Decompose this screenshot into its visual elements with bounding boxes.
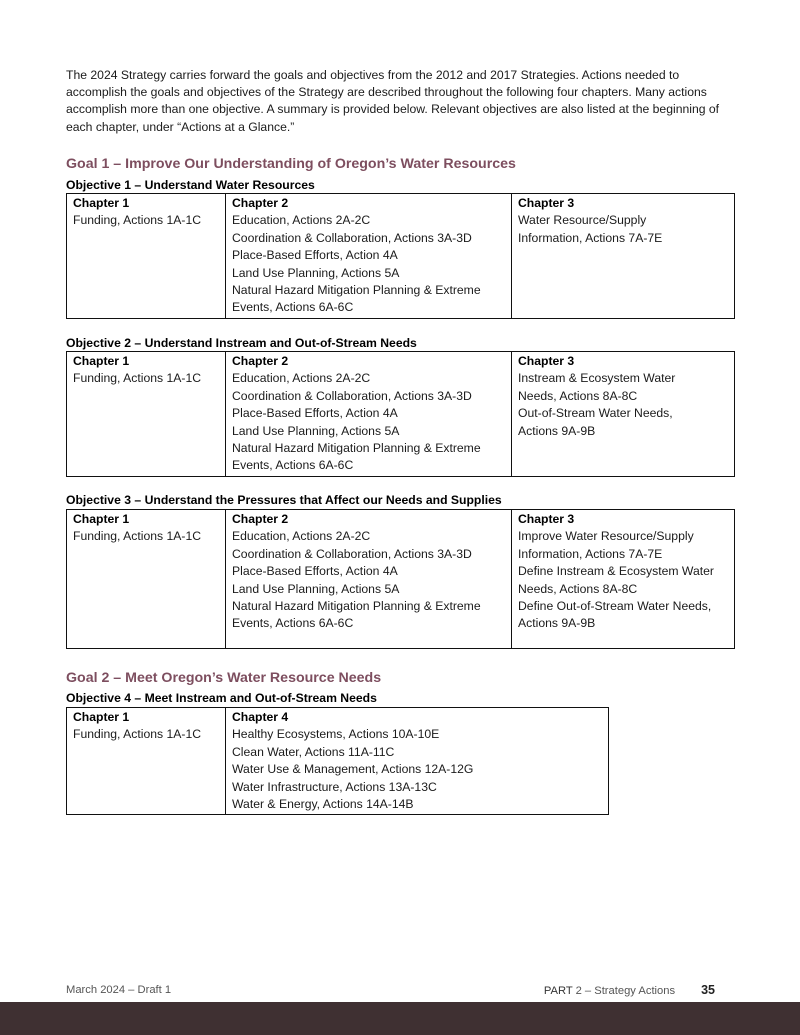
chapter-cell [67, 510, 226, 649]
action-line: Out-of-Stream Water Needs, [518, 406, 673, 421]
action-line: Events, Actions 6A-6C [232, 458, 354, 473]
objective-1-table [66, 193, 735, 319]
action-line: Clean Water, Actions 11A-11C [232, 744, 395, 759]
intro-paragraph: The 2024 Strategy carries forward the goals and objectives from the 2012 and 2017 Strategies. Actions needed to accomplish the goals and objectives of the Strategy are described throughout the following four chapters. Many actions accomplish more than one objective. A summary is provided below. Relevant objectives are also listed at the beginning of each chapter, under “Actions at a Glance.” [66, 68, 720, 134]
objective-4-title: Objective 4 – Meet Instream and Out-of-Stream Needs [66, 691, 377, 705]
action-line: Land Use Planning, Actions 5A [232, 265, 400, 280]
chapter-cell [67, 352, 226, 477]
chapter-heading: Chapter 1 [73, 196, 130, 210]
chapter-heading: Chapter 1 [73, 354, 130, 368]
action-line: Coordination & Collaboration, Actions 3A-3D [232, 230, 472, 245]
chapter-heading: Chapter 3 [518, 196, 575, 210]
action-line: Actions 9A-9B [518, 616, 596, 631]
action-line: Define Instream & Ecosystem Water [518, 564, 714, 579]
action-line: Education, Actions 2A-2C [232, 213, 371, 228]
footer-part-label: PART [543, 985, 573, 997]
action-line: Land Use Planning, Actions 5A [232, 423, 400, 438]
action-line: Needs, Actions 8A-8C [518, 581, 638, 596]
action-line: Water Use & Management, Actions 12A-12G [232, 762, 474, 777]
footer-part [544, 983, 715, 998]
action-line: Funding, Actions 1A-1C [73, 529, 202, 544]
objective-2-title: Objective 2 – Understand Instream and Out-of-Stream Needs [66, 336, 417, 350]
action-line: Place-Based Efforts, Action 4A [232, 248, 398, 263]
action-line: Water Resource/Supply [518, 213, 647, 228]
chapter-heading: Chapter 1 [73, 512, 130, 526]
footer-date: March 2024 – Draft 1 [66, 984, 172, 996]
action-line: Natural Hazard Mitigation Planning & Extreme [232, 283, 481, 298]
action-line: Funding, Actions 1A-1C [73, 371, 202, 386]
action-line: Instream & Ecosystem Water [518, 371, 676, 386]
action-line: Improve Water Resource/Supply [518, 529, 694, 544]
chapter-heading: Chapter 2 [232, 196, 289, 210]
objective-2-table [66, 351, 735, 477]
action-line: Natural Hazard Mitigation Planning & Extreme [232, 599, 481, 614]
action-line: Place-Based Efforts, Action 4A [232, 406, 398, 421]
chapter-heading: Chapter 4 [232, 710, 289, 724]
action-line: Natural Hazard Mitigation Planning & Extreme [232, 441, 481, 456]
objective-3-table [66, 509, 735, 649]
action-line: Water Infrastructure, Actions 13A-13C [232, 779, 437, 794]
action-line: Coordination & Collaboration, Actions 3A-3D [232, 388, 472, 403]
chapter-cell [226, 510, 512, 649]
objective-1-title: Objective 1 – Understand Water Resources [66, 178, 315, 192]
action-line: Healthy Ecosystems, Actions 10A-10E [232, 727, 440, 742]
chapter-cell [512, 352, 735, 477]
chapter-cell [226, 708, 609, 815]
table-row [67, 708, 609, 815]
chapter-cell [226, 194, 512, 319]
goal-1-heading: Goal 1 – Improve Our Understanding of Oregon’s Water Resources [66, 156, 516, 172]
action-line: Events, Actions 6A-6C [232, 300, 354, 315]
chapter-heading: Chapter 2 [232, 354, 289, 368]
action-line: Land Use Planning, Actions 5A [232, 581, 400, 596]
table-row [67, 352, 735, 477]
action-line: Coordination & Collaboration, Actions 3A-3D [232, 546, 472, 561]
objective-4-table [66, 707, 609, 815]
table-row [67, 510, 735, 649]
action-line: Events, Actions 6A-6C [232, 616, 354, 631]
action-line: Information, Actions 7A-7E [518, 230, 663, 245]
action-line: Needs, Actions 8A-8C [518, 388, 638, 403]
action-line: Actions 9A-9B [518, 423, 596, 438]
chapter-cell [67, 194, 226, 319]
chapter-cell [226, 352, 512, 477]
chapter-cell [512, 510, 735, 649]
chapter-heading: Chapter 1 [73, 710, 130, 724]
footer-part-title: 2 – Strategy Actions [572, 985, 676, 997]
action-line: Information, Actions 7A-7E [518, 546, 663, 561]
goal-2-heading: Goal 2 – Meet Oregon’s Water Resource Needs [66, 670, 382, 686]
action-line: Water & Energy, Actions 14A-14B [232, 797, 414, 812]
chapter-heading: Chapter 3 [518, 354, 575, 368]
table-row [67, 194, 735, 319]
chapter-heading: Chapter 3 [518, 512, 575, 526]
chapter-cell [512, 194, 735, 319]
objective-3-title: Objective 3 – Understand the Pressures that Affect our Needs and Supplies [66, 493, 502, 507]
action-line: Funding, Actions 1A-1C [73, 213, 202, 228]
action-line: Funding, Actions 1A-1C [73, 727, 202, 742]
action-line: Education, Actions 2A-2C [232, 371, 371, 386]
action-line: Define Out-of-Stream Water Needs, [518, 599, 712, 614]
page-number: 35 [701, 983, 715, 997]
action-line: Education, Actions 2A-2C [232, 529, 371, 544]
footer-band [0, 1002, 800, 1035]
chapter-heading: Chapter 2 [232, 512, 289, 526]
chapter-cell [67, 708, 226, 815]
action-line: Place-Based Efforts, Action 4A [232, 564, 398, 579]
